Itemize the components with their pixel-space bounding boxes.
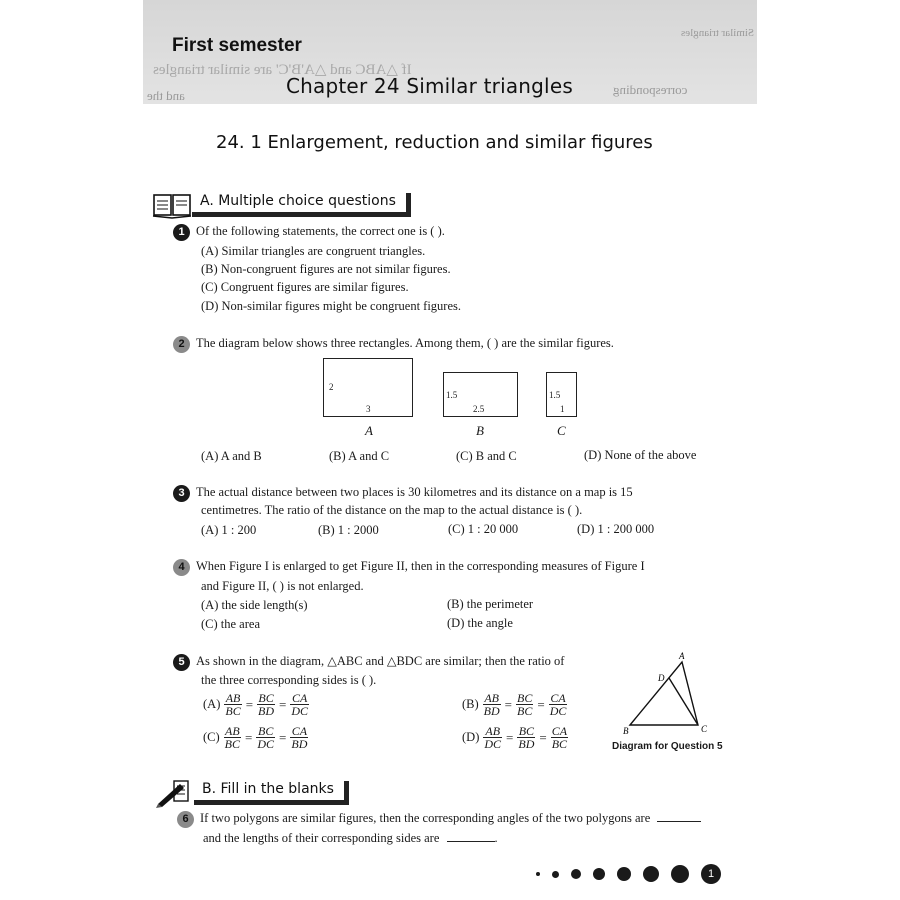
triangle-abc <box>630 662 698 725</box>
bleed-through-text: If △ABC and △A'B'C' are similar triangles <box>153 62 412 78</box>
question-1-option-a: (A) Similar triangles are congruent triangles. <box>201 244 426 258</box>
question-1-option-b: (B) Non-congruent figures are not similar figures. <box>201 262 451 276</box>
bleed-through-text: Similar triangles <box>681 27 755 39</box>
footer-dot <box>643 866 659 882</box>
part-b-heading <box>156 778 349 808</box>
fraction: $\frac{CA}{BD}$ <box>291 724 308 751</box>
question-5-line-2: the three corresponding sides is ( ). <box>201 673 377 687</box>
vertex-a-label: A <box>679 651 685 661</box>
answer-blank-1[interactable] <box>657 821 701 822</box>
footer-dot <box>536 872 540 876</box>
rectangle-b-height: 1.5 <box>446 390 458 400</box>
bleed-through-text: and the <box>147 88 185 103</box>
vertex-b-label: B <box>623 726 629 736</box>
question-4-line-2: and Figure II, ( ) is not enlarged. <box>201 579 364 593</box>
question-1-stem: 1 Of the following statements, the correct one is ( ). <box>173 222 445 241</box>
question-2-option-c: (C) B and C <box>456 449 517 463</box>
rectangle-a-height: 2 <box>329 382 334 392</box>
fraction: $\frac{AB}{DC}$ <box>484 724 502 751</box>
question-number: 3 <box>173 485 190 502</box>
question-3-option-b: (B) 1 : 2000 <box>318 523 379 537</box>
triangle-diagram <box>618 650 728 738</box>
footer-dot <box>552 871 559 878</box>
answer-blank-2[interactable] <box>447 841 495 842</box>
rectangle-a-width: 3 <box>366 404 371 414</box>
question-3-option-c: (C) 1 : 20 000 <box>448 522 519 536</box>
question-4-line-1: 4 When Figure I is enlarged to get Figure II, then in the corresponding measures of Figure I <box>173 557 645 576</box>
question-2-option-b: (B) A and C <box>329 449 390 463</box>
fraction: $\frac{BC}{BC}$ <box>517 691 533 718</box>
footer-dot <box>593 868 605 880</box>
question-4-option-a: (A) the side length(s) <box>201 598 308 612</box>
question-6-line-2: and the lengths of their corresponding sides are . <box>203 831 498 845</box>
fraction: $\frac{CA}{DC}$ <box>549 691 567 718</box>
question-5-option-b: (B) $\frac{AB}{BD}$ = $\frac{BC}{BC}$ = $\frac{CA}{DC}$ <box>462 691 567 718</box>
question-6-line-1: 6 If two polygons are similar figures, then the corresponding angles of the two polygons are <box>177 809 701 828</box>
bleed-through-text: corresponding <box>613 82 688 97</box>
question-2-option-a: (A) A and B <box>201 449 262 463</box>
fraction: $\frac{BC}{DC}$ <box>257 724 275 751</box>
part-b-label: B. Fill in the blanks <box>194 781 349 805</box>
question-number: 1 <box>173 224 190 241</box>
page-number: 1 <box>701 864 721 884</box>
fraction: $\frac{CA}{DC}$ <box>291 691 309 718</box>
rectangle-b-caption: B <box>476 423 484 438</box>
question-2-stem: 2 The diagram below shows three rectangles. Among them, ( ) are the similar figures. <box>173 334 614 353</box>
fraction: $\frac{AB}{BD}$ <box>483 691 500 718</box>
question-3-option-a: (A) 1 : 200 <box>201 523 257 537</box>
vertex-c-label: C <box>701 724 708 734</box>
question-3-line-1: 3 The actual distance between two places is 30 kilometres and its distance on a map is 15 <box>173 483 633 502</box>
question-number: 6 <box>177 811 194 828</box>
rectangle-a-caption: A <box>365 423 373 438</box>
question-5-option-d: (D) $\frac{AB}{DC}$ = $\frac{BC}{BD}$ = $\frac{CA}{BC}$ <box>462 724 568 751</box>
question-5-line-1: 5 As shown in the diagram, △ABC and △BDC are similar; then the ratio of <box>173 652 564 671</box>
rectangle-c-height: 1.5 <box>549 390 561 400</box>
question-1-option-d: (D) Non-similar figures might be congruent figures. <box>201 299 462 313</box>
footer-dot <box>671 865 689 883</box>
fraction: $\frac{AB}{BC}$ <box>224 724 241 751</box>
rectangle-b-width: 2.5 <box>473 404 485 414</box>
rectangle-c-width: 1 <box>560 404 565 414</box>
footer-dot <box>571 869 581 879</box>
section-title: 24. 1 Enlargement, reduction and similar figures <box>216 132 653 153</box>
semester-label: First semester <box>172 35 302 56</box>
page-footer <box>536 864 721 884</box>
open-book-icon <box>152 191 192 219</box>
question-1-option-c: (C) Congruent figures are similar figures. <box>201 280 409 294</box>
question-number: 2 <box>173 336 190 353</box>
part-a-heading <box>152 191 411 219</box>
question-3-option-d: (D) 1 : 200 000 <box>577 522 655 536</box>
footer-dot <box>617 867 631 881</box>
question-5-option-a: (A) $\frac{AB}{BC}$ = $\frac{BC}{BD}$ = $\frac{CA}{DC}$ <box>203 691 309 718</box>
chapter-title: Chapter 24 Similar triangles <box>286 74 573 98</box>
question-number: 4 <box>173 559 190 576</box>
fraction: $\frac{AB}{BC}$ <box>225 691 241 718</box>
fraction: $\frac{CA}{BC}$ <box>551 724 568 751</box>
fraction: $\frac{BC}{BD}$ <box>258 691 275 718</box>
part-a-label: A. Multiple choice questions <box>192 193 411 217</box>
rectangle-c-caption: C <box>557 423 566 438</box>
diagram-caption: Diagram for Question 5 <box>612 741 723 752</box>
question-4-option-c: (C) the area <box>201 617 260 631</box>
vertex-d-label: D <box>658 673 665 683</box>
fraction: $\frac{BC}{BD}$ <box>518 724 535 751</box>
question-3-line-2: centimetres. The ratio of the distance on the map to the actual distance is ( ). <box>201 503 583 517</box>
question-number: 5 <box>173 654 190 671</box>
segment-dc <box>669 678 698 725</box>
question-4-option-d: (D) the angle <box>447 616 513 630</box>
question-5-option-c: (C) $\frac{AB}{BC}$ = $\frac{BC}{DC}$ = $\frac{CA}{BD}$ <box>203 724 308 751</box>
pencil-ruler-icon <box>156 778 194 808</box>
question-2-option-d: (D) None of the above <box>584 448 697 462</box>
question-4-option-b: (B) the perimeter <box>447 597 534 611</box>
